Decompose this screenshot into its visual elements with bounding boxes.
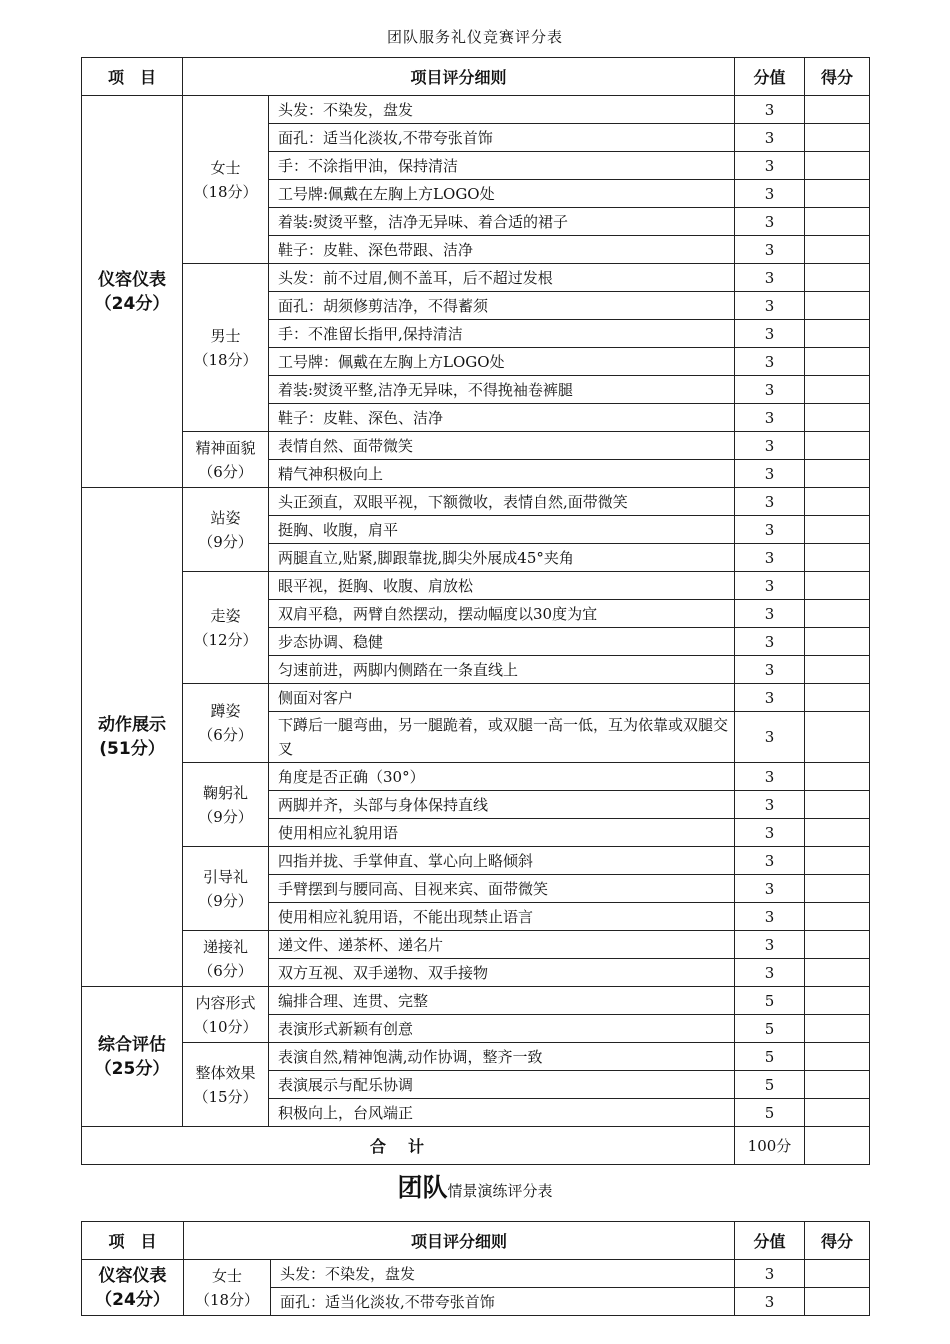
- group-name: 引导礼: [202, 867, 248, 886]
- header-item: 项 目: [82, 58, 183, 96]
- group-points: （9分）: [198, 891, 253, 910]
- score-cell[interactable]: [805, 656, 870, 684]
- category-points: (51分）: [99, 739, 165, 759]
- group-cell: [183, 264, 269, 432]
- category-name: 仪容仪表: [98, 1265, 167, 1286]
- group-cell: [183, 488, 269, 572]
- criterion-points: 3: [735, 1260, 805, 1288]
- total-label: 合计: [82, 1127, 735, 1165]
- score-cell[interactable]: [805, 488, 870, 516]
- table-row: [82, 96, 870, 124]
- scoring-table-1: [81, 57, 870, 1165]
- score-cell[interactable]: [805, 460, 870, 488]
- score-cell[interactable]: [805, 404, 870, 432]
- score-cell[interactable]: [805, 348, 870, 376]
- criterion-text: 角度是否正确（30°）: [269, 763, 735, 791]
- score-cell[interactable]: [805, 544, 870, 572]
- criterion-points: 3: [735, 292, 805, 320]
- group-points: （6分）: [198, 961, 253, 980]
- group-name: 蹲姿: [210, 702, 241, 720]
- table-row: [82, 432, 870, 460]
- group-name: 站姿: [210, 508, 241, 527]
- criterion-points: 5: [735, 987, 805, 1015]
- criterion-points: 3: [735, 875, 805, 903]
- category-cell: [82, 96, 183, 488]
- criterion-points: 3: [735, 572, 805, 600]
- criterion-points: 3: [735, 516, 805, 544]
- category-cell: [82, 1260, 184, 1316]
- score-cell[interactable]: [805, 763, 870, 791]
- criterion-text: 头发：不染发，盘发: [271, 1260, 735, 1288]
- criterion-points: 3: [735, 544, 805, 572]
- criterion-text: 精气神积极向上: [269, 460, 735, 488]
- group-name: 女士: [211, 1266, 242, 1285]
- score-cell[interactable]: [805, 684, 870, 712]
- criterion-points: 3: [735, 931, 805, 959]
- category-cell: [82, 488, 183, 987]
- criterion-points: 5: [735, 1043, 805, 1071]
- criterion-text: 四指并拢、手掌伸直、掌心向上略倾斜: [269, 847, 735, 875]
- criterion-text: 着装:熨烫平整，洁净无异味、着合适的裙子: [269, 208, 735, 236]
- group-cell: [183, 1043, 269, 1127]
- criterion-text: 鞋子：皮鞋、深色带跟、洁净: [269, 236, 735, 264]
- total-row: [82, 1127, 870, 1165]
- table-row: [82, 847, 870, 875]
- criterion-text: 下蹲后一腿弯曲，另一腿跪着，或双腿一高一低，互为依靠或双腿交叉: [269, 712, 735, 763]
- criterion-points: 3: [735, 847, 805, 875]
- criterion-points: 3: [735, 180, 805, 208]
- criterion-text: 使用相应礼貌用语，不能出现禁止语言: [269, 903, 735, 931]
- criterion-points: 3: [735, 903, 805, 931]
- score-cell[interactable]: [805, 847, 870, 875]
- score-cell[interactable]: [805, 432, 870, 460]
- score-cell[interactable]: [805, 819, 870, 847]
- criterion-text: 头正颈直，双眼平视，下额微收，表情自然,面带微笑: [269, 488, 735, 516]
- criterion-text: 步态协调、稳健: [269, 628, 735, 656]
- group-cell: [183, 432, 269, 488]
- criterion-text: 匀速前进，两脚内侧踏在一条直线上: [269, 656, 735, 684]
- group-name: 男士: [210, 326, 241, 345]
- table2-title: [0, 1168, 950, 1204]
- score-cell[interactable]: [805, 1071, 870, 1099]
- group-cell: [184, 1260, 271, 1316]
- score-cell[interactable]: [805, 236, 870, 264]
- table-row: [82, 763, 870, 791]
- criterion-points: 3: [735, 152, 805, 180]
- criterion-points: 3: [735, 1288, 805, 1316]
- table-row: [82, 264, 870, 292]
- score-cell[interactable]: [805, 180, 870, 208]
- total-points: 100分: [735, 1127, 805, 1165]
- score-cell[interactable]: [805, 628, 870, 656]
- criterion-points: 3: [735, 712, 805, 763]
- criterion-points: 3: [735, 376, 805, 404]
- criterion-points: 3: [735, 600, 805, 628]
- criterion-text: 表演展示与配乐协调: [269, 1071, 735, 1099]
- group-points: （9分）: [198, 532, 253, 551]
- criterion-points: 5: [735, 1015, 805, 1043]
- criterion-points: 3: [735, 763, 805, 791]
- table1-title: 团队服务礼仪竞赛评分表: [386, 28, 563, 46]
- header-detail: 项目评分细则: [183, 58, 735, 96]
- criterion-text: 表演自然,精神饱满,动作协调，整齐一致: [269, 1043, 735, 1071]
- score-cell[interactable]: [805, 264, 870, 292]
- group-cell: [183, 684, 269, 763]
- criterion-text: 递文件、递茶杯、递名片: [269, 931, 735, 959]
- group-points: （18分）: [194, 1290, 260, 1309]
- group-cell: [183, 987, 269, 1043]
- criterion-text: 编排合理、连贯、完整: [269, 987, 735, 1015]
- group-points: （6分）: [198, 726, 253, 744]
- group-cell: [183, 847, 269, 931]
- score-cell[interactable]: [805, 712, 870, 763]
- group-name: 递接礼: [202, 937, 248, 956]
- criterion-text: 面孔：适当化淡妆,不带夸张首饰: [271, 1288, 735, 1316]
- group-name: 鞠躬礼: [202, 783, 248, 802]
- criterion-text: 表情自然、面带微笑: [269, 432, 735, 460]
- criterion-points: 3: [735, 208, 805, 236]
- criterion-points: 3: [735, 432, 805, 460]
- group-points: （18分）: [193, 350, 258, 369]
- score-cell[interactable]: [805, 1288, 870, 1316]
- criterion-text: 表演形式新颖有创意: [269, 1015, 735, 1043]
- criterion-text: 头发：前不过眉,侧不盖耳，后不超过发根: [269, 264, 735, 292]
- criterion-points: 3: [735, 819, 805, 847]
- criterion-points: 3: [735, 460, 805, 488]
- criterion-points: 3: [735, 628, 805, 656]
- criterion-points: 3: [735, 791, 805, 819]
- score-cell[interactable]: [805, 931, 870, 959]
- criterion-text: 工号牌：佩戴在左胸上方LOGO处: [269, 348, 735, 376]
- table-row: [82, 987, 870, 1015]
- header-points: 分值: [735, 1222, 805, 1260]
- criterion-text: 眼平视，挺胸、收腹、肩放松: [269, 572, 735, 600]
- criterion-text: 手臂摆到与腰同高、目视来宾、面带微笑: [269, 875, 735, 903]
- criterion-points: 3: [735, 320, 805, 348]
- score-cell[interactable]: [805, 152, 870, 180]
- category-name: 综合评估: [98, 1034, 166, 1055]
- table-row: [82, 1043, 870, 1071]
- criterion-points: 3: [735, 124, 805, 152]
- score-cell[interactable]: [805, 96, 870, 124]
- criterion-text: 面孔：适当化淡妆,不带夸张首饰: [269, 124, 735, 152]
- table2-title-rest: 情景演练评分表: [447, 1182, 553, 1200]
- category-points: （24分）: [94, 293, 170, 314]
- criterion-text: 手：不涂指甲油，保持清洁: [269, 152, 735, 180]
- category-points: （25分）: [94, 1058, 170, 1079]
- score-cell[interactable]: [805, 320, 870, 348]
- criterion-points: 5: [735, 1071, 805, 1099]
- criterion-text: 面孔：胡须修剪洁净，不得蓄须: [269, 292, 735, 320]
- criterion-text: 头发：不染发，盘发: [269, 96, 735, 124]
- score-cell[interactable]: [805, 987, 870, 1015]
- criterion-text: 着装:熨烫平整,洁净无异味，不得挽袖卷裤腿: [269, 376, 735, 404]
- score-cell[interactable]: [805, 875, 870, 903]
- score-cell[interactable]: [805, 791, 870, 819]
- score-cell[interactable]: [805, 208, 870, 236]
- header-points: 分值: [735, 58, 805, 96]
- header-item: 项 目: [82, 1222, 184, 1260]
- criterion-points: 3: [735, 488, 805, 516]
- table-row: [82, 684, 870, 712]
- header-score: 得分: [805, 1222, 870, 1260]
- group-name: 女士: [210, 158, 241, 177]
- score-cell[interactable]: [805, 124, 870, 152]
- criterion-points: 3: [735, 656, 805, 684]
- table-row: [82, 572, 870, 600]
- group-name: 内容形式: [195, 993, 256, 1012]
- group-points: （6分）: [198, 462, 253, 481]
- criterion-text: 两腿直立,贴紧,脚跟靠拢,脚尖外展成45°夹角: [269, 544, 735, 572]
- group-points: （12分）: [193, 630, 258, 649]
- criterion-text: 两脚并齐，头部与身体保持直线: [269, 791, 735, 819]
- criterion-text: 积极向上，台风端正: [269, 1099, 735, 1127]
- score-cell[interactable]: [805, 959, 870, 987]
- score-cell[interactable]: [805, 903, 870, 931]
- group-points: （18分）: [193, 182, 258, 201]
- category-name: 仪容仪表: [98, 269, 166, 290]
- criterion-points: 3: [735, 348, 805, 376]
- score-cell[interactable]: [805, 376, 870, 404]
- criterion-text: 双方互视、双手递物、双手接物: [269, 959, 735, 987]
- score-cell[interactable]: [805, 292, 870, 320]
- score-cell[interactable]: [805, 1260, 870, 1288]
- group-name: 走姿: [210, 606, 241, 625]
- criterion-text: 工号牌:佩戴在左胸上方LOGO处: [269, 180, 735, 208]
- criterion-text: 挺胸、收腹，肩平: [269, 516, 735, 544]
- criterion-text: 使用相应礼貌用语: [269, 819, 735, 847]
- criterion-text: 手：不准留长指甲,保持清洁: [269, 320, 735, 348]
- header-score: 得分: [805, 58, 870, 96]
- criterion-points: 3: [735, 959, 805, 987]
- criterion-points: 3: [735, 236, 805, 264]
- score-cell[interactable]: [805, 1015, 870, 1043]
- scoring-table-2: [81, 1221, 870, 1316]
- group-points: （9分）: [198, 807, 253, 826]
- group-name: 精神面貌: [195, 438, 256, 457]
- table-row: [82, 931, 870, 959]
- criterion-text: 双肩平稳，两臂自然摆动，摆动幅度以30度为宜: [269, 600, 735, 628]
- criterion-text: 侧面对客户: [269, 684, 735, 712]
- group-cell: [183, 96, 269, 264]
- table2-title-team: 团队: [397, 1173, 448, 1202]
- score-cell[interactable]: [805, 1043, 870, 1071]
- group-cell: [183, 931, 269, 987]
- group-points: （15分）: [193, 1087, 258, 1106]
- criterion-points: 5: [735, 1099, 805, 1127]
- criterion-text: 鞋子：皮鞋、深色、洁净: [269, 404, 735, 432]
- criterion-points: 3: [735, 96, 805, 124]
- score-cell[interactable]: [805, 600, 870, 628]
- score-cell[interactable]: [805, 1099, 870, 1127]
- table-row: [82, 488, 870, 516]
- score-cell[interactable]: [805, 572, 870, 600]
- criterion-points: 3: [735, 684, 805, 712]
- group-points: （10分）: [193, 1017, 258, 1036]
- group-name: 整体效果: [195, 1063, 256, 1082]
- total-score-cell[interactable]: [805, 1127, 870, 1165]
- criterion-points: 3: [735, 264, 805, 292]
- category-name: 动作展示: [98, 715, 166, 735]
- category-points: （24分）: [95, 1289, 170, 1310]
- header-detail: 项目评分细则: [184, 1222, 735, 1260]
- group-cell: [183, 763, 269, 847]
- score-cell[interactable]: [805, 516, 870, 544]
- group-cell: [183, 572, 269, 684]
- category-cell: [82, 987, 183, 1127]
- criterion-points: 3: [735, 404, 805, 432]
